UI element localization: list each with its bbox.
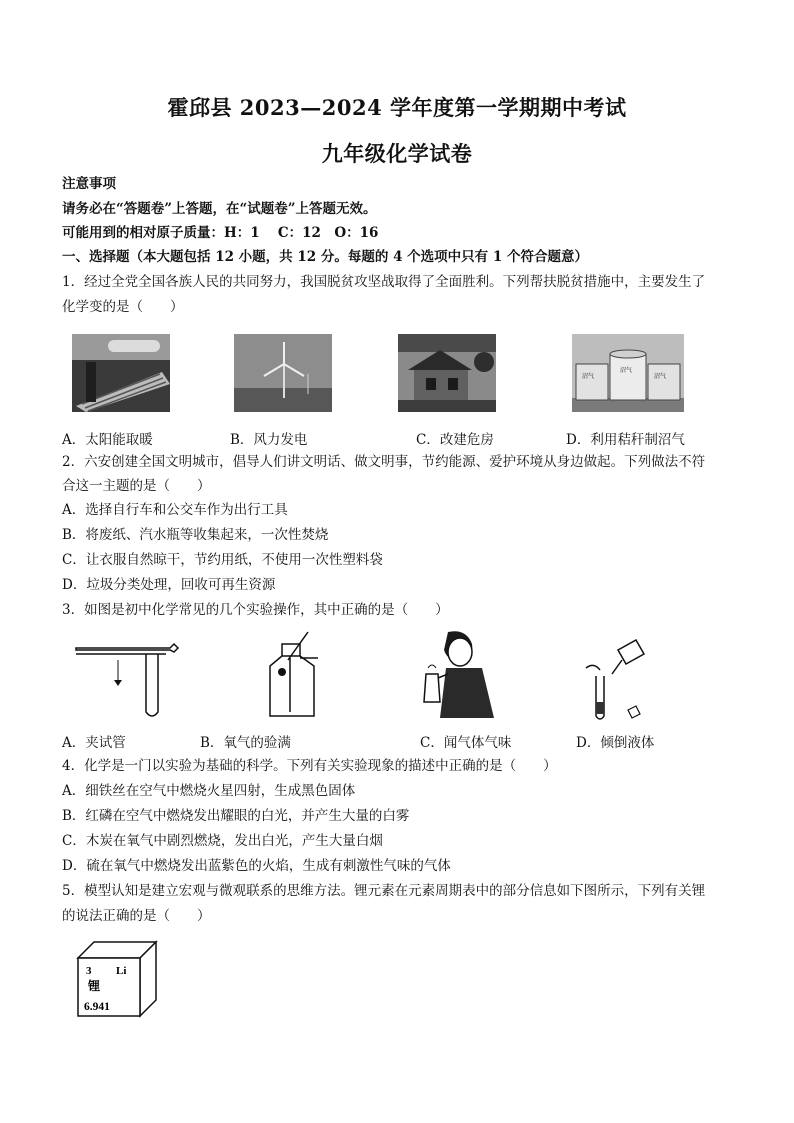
q3-option-c[interactable]: C．闻气体气味 bbox=[420, 735, 512, 751]
atomic-number: 3 bbox=[86, 965, 92, 977]
element-symbol: Li bbox=[116, 965, 127, 977]
notes-heading: 注意事项 bbox=[62, 176, 116, 192]
q3-stem: 3．如图是初中化学常见的几个实验操作，其中正确的是（ ） bbox=[62, 602, 449, 618]
rebuilt-house-image bbox=[398, 334, 496, 412]
q3-option-a[interactable]: A．夹试管 bbox=[62, 735, 126, 751]
q4-option-d[interactable]: D．硫在氧气中燃烧发出蓝紫色的火焰，生成有刺激性气味的气体 bbox=[62, 858, 451, 874]
q2-stem-line-2: 合这一主题的是（ ） bbox=[62, 478, 211, 494]
exam-subtitle: 九年级化学试卷 bbox=[321, 141, 473, 166]
q1-option-d[interactable]: D．利用秸秆制沼气 bbox=[566, 432, 685, 448]
q2-option-a[interactable]: A．选择自行车和公交车作为出行工具 bbox=[62, 502, 288, 518]
q4-option-b[interactable]: B．红磷在空气中燃烧发出耀眼的白光，并产生大量的白雾 bbox=[62, 808, 410, 824]
tank-label-left: 沼气 bbox=[582, 373, 595, 380]
q1-option-c[interactable]: C．改建危房 bbox=[416, 432, 494, 448]
element-name: 锂 bbox=[88, 979, 101, 993]
q4-option-a[interactable]: A．细铁丝在空气中燃烧火星四射，生成黑色固体 bbox=[62, 783, 356, 799]
q2-option-b[interactable]: B．将废纸、汽水瓶等收集起来，一次性焚烧 bbox=[62, 527, 329, 543]
tank-label-middle: 沼气 bbox=[620, 367, 633, 374]
wind-turbine-image bbox=[234, 334, 332, 412]
solar-heater-image bbox=[72, 334, 170, 412]
q3-option-d[interactable]: D．倾倒液体 bbox=[576, 735, 655, 751]
oxygen-test-image bbox=[260, 630, 326, 722]
q1-option-a[interactable]: A．太阳能取暖 bbox=[62, 432, 153, 448]
q5-stem-line-1: 5．模型认知是建立宏观与微观联系的思维方法。锂元素在元素周期表中的部分信息如下图所示，下列有关锂 bbox=[62, 883, 706, 899]
biogas-tanks-image bbox=[572, 334, 684, 412]
notes-line-2: 可能用到的相对原子质量：H：1 C：12 O：16 bbox=[62, 225, 379, 241]
notes-line-1: 请务必在“答题卷”上答题，在“试题卷”上答题无效。 bbox=[62, 201, 377, 217]
q2-option-d[interactable]: D．垃圾分类处理，回收可再生资源 bbox=[62, 577, 276, 593]
lithium-element-cube bbox=[76, 940, 158, 1020]
pour-liquid-image bbox=[578, 636, 648, 722]
q4-option-c[interactable]: C．木炭在氧气中剧烈燃烧，发出白光，产生大量白烟 bbox=[62, 833, 383, 849]
q1-stem-line-1: 1．经过全党全国各族人民的共同努力，我国脱贫攻坚战取得了全面胜利。下列帮扶脱贫措施中，主要发生了 bbox=[62, 274, 706, 290]
smell-gas-image bbox=[412, 628, 498, 720]
q1-options bbox=[62, 428, 742, 448]
exam-title: 霍邱县 2023—2024 学年度第一学期期中考试 bbox=[167, 95, 627, 120]
q5-stem-line-2: 的说法正确的是（ ） bbox=[62, 908, 211, 924]
atomic-mass: 6.941 bbox=[84, 1001, 110, 1013]
section-heading: 一、选择题（本大题包括 12 小题，共 12 分。每题的 4 个选项中只有 1 个符合题意） bbox=[62, 249, 588, 265]
q1-stem-line-2: 化学变的是（ ） bbox=[62, 299, 184, 315]
q2-stem-line-1: 2．六安创建全国文明城市，倡导人们讲文明话、做文明事，节约能源、爱护环境从身边做起。下列做法不符 bbox=[62, 454, 706, 470]
tank-label-right: 沼气 bbox=[654, 373, 667, 380]
q3-option-b[interactable]: B．氧气的验满 bbox=[200, 735, 291, 751]
q2-option-c[interactable]: C．让衣服自然晾干，节约用纸，不使用一次性塑料袋 bbox=[62, 552, 383, 568]
q1-option-b[interactable]: B．风力发电 bbox=[230, 432, 308, 448]
q4-stem: 4．化学是一门以实验为基础的科学。下列有关实验现象的描述中正确的是（ ） bbox=[62, 758, 557, 774]
test-tube-clamp-image bbox=[74, 636, 186, 722]
q3-options bbox=[62, 731, 742, 751]
